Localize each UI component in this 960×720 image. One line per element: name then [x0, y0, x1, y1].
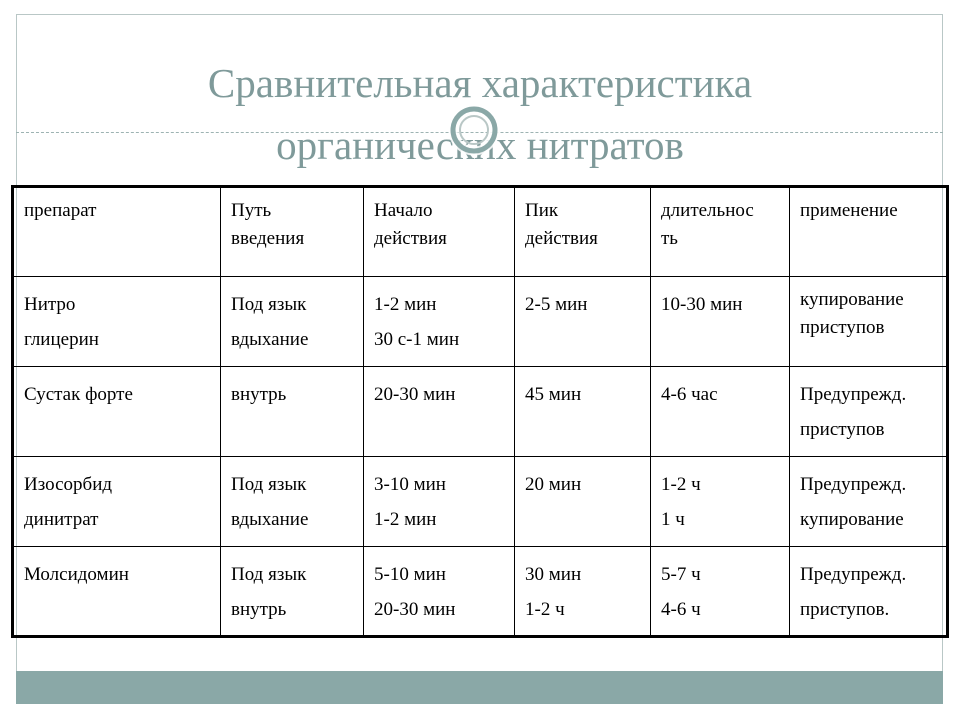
- cell-duration: 5-7 ч 4-6 ч: [651, 547, 790, 637]
- cell-usage: Предупрежд. приступов.: [790, 547, 948, 637]
- cell-route: внутрь: [221, 367, 364, 457]
- cell-drug: Изосорбид динитрат: [13, 457, 221, 547]
- cell-duration: 4-6 час: [651, 367, 790, 457]
- cell-usage: Предупрежд. приступов: [790, 367, 948, 457]
- cell-route: Под язык вдыхание: [221, 277, 364, 367]
- header-onset: Начало действия: [364, 187, 515, 277]
- title-line-2: органических нитратов: [276, 122, 684, 168]
- cell-drug: Сустак форте: [13, 367, 221, 457]
- cell-onset: 3-10 мин 1-2 мин: [364, 457, 515, 547]
- table-row: [13, 457, 948, 547]
- cell-onset: 5-10 мин 20-30 мин: [364, 547, 515, 637]
- header-peak: Пик действия: [515, 187, 651, 277]
- table-row: [13, 367, 948, 457]
- ring-ornament-icon: [448, 104, 500, 156]
- cell-peak: 30 мин 1-2 ч: [515, 547, 651, 637]
- cell-duration: 1-2 ч 1 ч: [651, 457, 790, 547]
- cell-drug: Нитро глицерин: [13, 277, 221, 367]
- header-route: Путь введения: [221, 187, 364, 277]
- cell-route: Под язык внутрь: [221, 547, 364, 637]
- table-header-row: [13, 187, 948, 277]
- cell-usage: Предупрежд. купирование: [790, 457, 948, 547]
- table-row: [13, 547, 948, 637]
- header-usage: применение: [790, 187, 948, 277]
- cell-onset: 1-2 мин 30 с-1 мин: [364, 277, 515, 367]
- footer-band: [16, 671, 943, 704]
- cell-route: Под язык вдыхание: [221, 457, 364, 547]
- cell-peak: 45 мин: [515, 367, 651, 457]
- cell-usage: купирование приступов: [790, 277, 948, 367]
- cell-peak: 20 мин: [515, 457, 651, 547]
- cell-peak: 2-5 мин: [515, 277, 651, 367]
- nitrates-comparison-table: [11, 185, 949, 638]
- cell-onset: 20-30 мин: [364, 367, 515, 457]
- table-row: [13, 277, 948, 367]
- header-duration: длительнос ть: [651, 187, 790, 277]
- cell-duration: 10-30 мин: [651, 277, 790, 367]
- cell-drug: Молсидомин: [13, 547, 221, 637]
- header-drug: препарат: [13, 187, 221, 277]
- title-line-1: Сравнительная характеристика: [207, 60, 753, 106]
